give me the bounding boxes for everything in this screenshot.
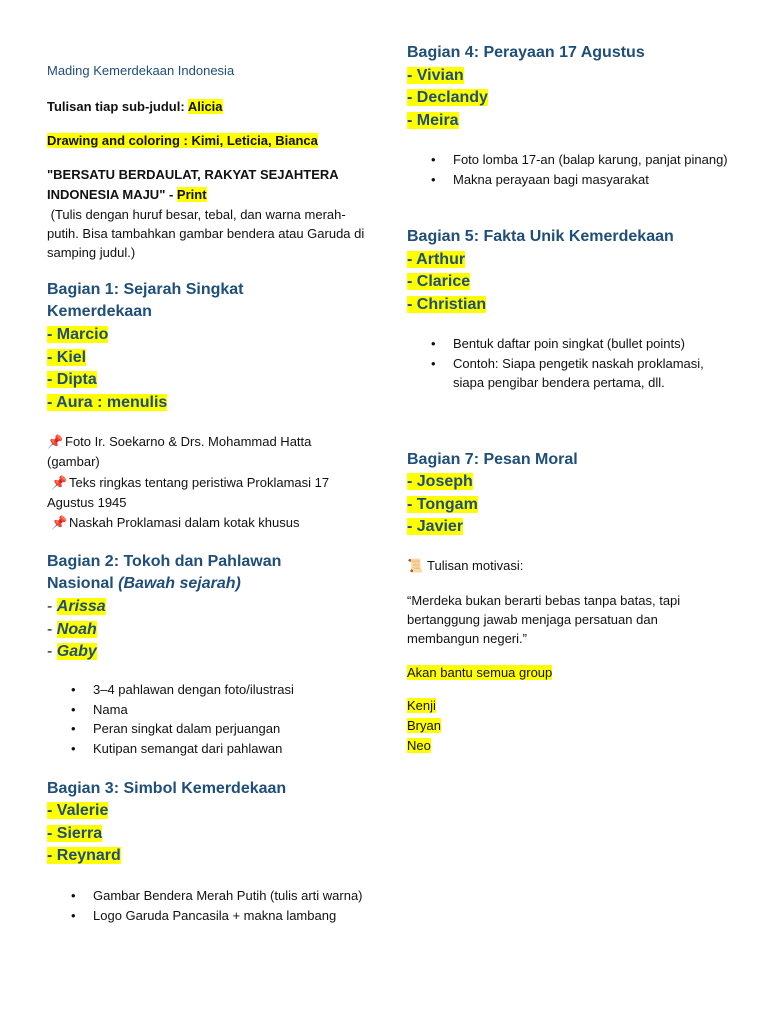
section3-member: - Valerie xyxy=(47,802,109,819)
section2-heading-line1: Bagian 2: Tokoh dan Pahlawan xyxy=(47,553,282,570)
pushpin-icon: 📌 xyxy=(47,434,64,449)
motivation-label: Tulisan motivasi: xyxy=(427,558,524,573)
section5-member: - Arthur xyxy=(407,251,466,268)
section4-heading: Bagian 4: Perayaan 17 Agustus xyxy=(407,44,645,61)
list-item: • Contoh: Siapa pengetik naskah proklamasi, siapa pengibar bendera pertama, dll. xyxy=(407,354,707,393)
section7-heading: Bagian 7: Pesan Moral xyxy=(407,451,578,468)
section7-member: - Tongam xyxy=(407,496,478,513)
section2-bullet-list xyxy=(47,680,367,758)
helper-name: Kenji xyxy=(407,698,436,713)
section2-heading-note: (Bawah sejarah) xyxy=(118,575,241,592)
list-item: • Gambar Bendera Merah Putih (tulis arti warna) xyxy=(47,886,367,906)
section1-member: - Marcio xyxy=(47,326,109,343)
slogan-note: (Tulis dengan huruf besar, tebal, dan warna merah-putih. Bisa tambahkan gambar bendera atau Garuda di samping judul.) xyxy=(47,207,368,260)
pushpin-icon: 📌 xyxy=(51,475,68,490)
section3-member: - Reynard xyxy=(47,847,121,864)
section4-member: - Declandy xyxy=(407,89,488,106)
list-item: • Kutipan semangat dari pahlawan xyxy=(47,739,367,759)
motivation-label-row xyxy=(407,556,523,576)
section1-item: 📌 Teks ringkas tentang peristiwa Proklamasi 17 Agustus 1945 xyxy=(47,475,330,510)
helper-name: Bryan xyxy=(407,718,441,733)
list-item: • 3–4 pahlawan dengan foto/ilustrasi xyxy=(47,680,367,700)
section1-heading-line1: Bagian 1: Sejarah Singkat xyxy=(47,281,244,298)
section5-member: - Christian xyxy=(407,296,487,313)
section2-member: - Gaby xyxy=(47,643,97,660)
list-item: • Peran singkat dalam perjuangan xyxy=(47,719,367,739)
section7-member: - Javier xyxy=(407,518,464,535)
section2-member: - Noah xyxy=(47,621,97,638)
drawing-assignment xyxy=(47,131,318,151)
pushpin-icon: 📌 xyxy=(51,515,68,530)
section3-heading: Bagian 3: Simbol Kemerdekaan xyxy=(47,780,287,797)
section1-item: 📌 Naskah Proklamasi dalam kotak khusus xyxy=(47,513,367,533)
writing-label: Tulisan tiap sub-judul: xyxy=(47,99,188,114)
writing-name: Alicia xyxy=(187,99,223,114)
slogan-text: INDONESIA MAJU" - xyxy=(47,187,177,202)
section5-member: - Clarice xyxy=(407,273,471,290)
section4-member: - Vivian xyxy=(407,67,464,84)
list-item: • Bentuk daftar poin singkat (bullet points) xyxy=(407,334,707,354)
section3-bullet-list xyxy=(47,886,367,925)
section1-item: 📌 Foto Ir. Soekarno & Drs. Mohammad Hatta (gambar) xyxy=(47,434,312,469)
scroll-icon: 📜 xyxy=(407,558,424,573)
section5-bullet-list xyxy=(407,334,707,393)
list-item: • Logo Garuda Pancasila + makna lambang xyxy=(47,906,367,926)
section4-bullet-list xyxy=(407,150,737,189)
helpers-label: Akan bantu semua group xyxy=(407,665,553,680)
document-title: Mading Kemerdekaan Indonesia xyxy=(47,63,235,78)
section7-member: - Joseph xyxy=(407,473,473,490)
section1-member: - Aura : menulis xyxy=(47,394,168,411)
section1-member: - Dipta xyxy=(47,371,97,388)
section3-member: - Sierra xyxy=(47,825,103,842)
section4-member: - Meira xyxy=(407,112,459,129)
writing-assignment xyxy=(47,97,223,117)
section1-member: - Kiel xyxy=(47,349,87,366)
section2-heading-line2: Nasional (Bawah sejarah) xyxy=(47,575,241,592)
slogan-line-1: "BERSATU BERDAULAT, RAKYAT SEJAHTERA xyxy=(47,167,339,182)
list-item: • Nama xyxy=(47,700,367,720)
section2-member: - Arissa xyxy=(47,598,106,615)
section1-heading-line2: Kemerdekaan xyxy=(47,303,152,320)
slogan-line-2 xyxy=(47,185,207,205)
drawing-text: Drawing and coloring : Kimi, Leticia, Bianca xyxy=(47,133,318,148)
section5-heading: Bagian 5: Fakta Unik Kemerdekaan xyxy=(407,228,674,245)
slogan-print: Print xyxy=(176,187,207,202)
list-item: • Makna perayaan bagi masyarakat xyxy=(407,170,737,190)
helper-name: Neo xyxy=(407,738,431,753)
list-item: • Foto lomba 17-an (balap karung, panjat pinang) xyxy=(407,150,737,170)
motivation-quote: “Merdeka bukan berarti bebas tanpa batas, tapi bertanggung jawab menjaga persatuan dan membangun negeri.” xyxy=(407,593,681,646)
